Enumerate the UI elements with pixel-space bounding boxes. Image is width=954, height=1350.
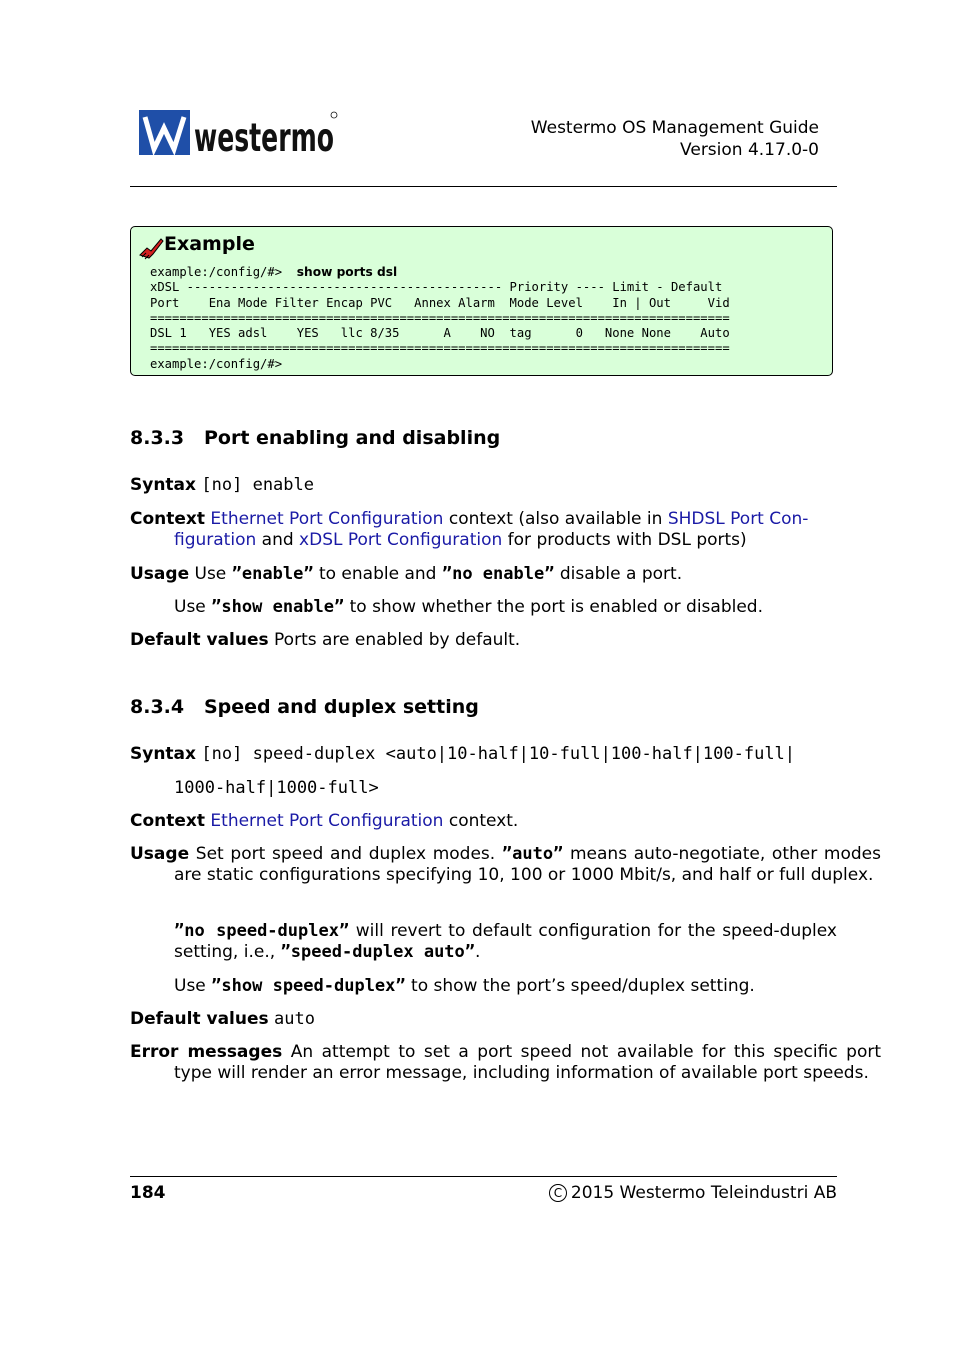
default-values-entry xyxy=(130,1009,837,1030)
guide-title: Westermo OS Management Guide xyxy=(530,118,819,138)
command-no-enable: ”no enable” xyxy=(441,564,555,584)
command-show-enable: ”show enable” xyxy=(211,597,345,617)
section-heading-8-3-3 xyxy=(130,427,500,449)
usage-text: disable a port. xyxy=(554,564,683,584)
svg-text:westermo: westermo xyxy=(194,116,334,161)
link-shdsl-port-configuration[interactable]: SHDSL Port Con- xyxy=(667,509,809,529)
syntax-entry xyxy=(130,475,837,496)
code-line: DSL 1 YES adsl YES llc 8/35 A NO tag 0 None None Auto xyxy=(150,326,730,341)
usage-paragraph xyxy=(174,921,837,963)
syntax-value: [no] speed-duplex <auto|10-half|10-full|100-half|100-full| xyxy=(201,744,796,764)
code-line: xDSL ------------------------------------------- Priority ---- Limit - Default xyxy=(150,280,723,295)
context-label: Context xyxy=(130,811,206,831)
usage-text: Use xyxy=(174,976,212,996)
command-enable: ”enable” xyxy=(231,564,314,584)
usage-text: Use xyxy=(174,597,212,617)
footer-rule xyxy=(130,1176,837,1177)
code-line: =============================================================================== xyxy=(150,310,730,325)
header-rule xyxy=(130,186,837,187)
example-title: Example xyxy=(164,233,255,255)
context-label: Context xyxy=(130,509,206,529)
link-ethernet-port-configuration[interactable]: Ethernet Port Configuration xyxy=(210,811,444,831)
code-line: Port Ena Mode Filter Encap PVC Annex Alarm Mode Level In | Out Vid xyxy=(150,295,730,310)
hand-pointing-icon xyxy=(137,233,165,261)
link-shdsl-port-configuration-cont[interactable]: figuration xyxy=(174,530,257,550)
usage-text: means auto-negotiate, other modes are static configurations specifying 10, 100 or 1000 Mbit/s, and half or full duplex. xyxy=(174,844,881,885)
usage-label: Usage xyxy=(130,844,190,864)
error-messages-entry xyxy=(130,1042,881,1084)
copyright-icon: C xyxy=(549,1184,567,1202)
code-prompt: example:/config/#> xyxy=(150,265,283,279)
command-speed-duplex-auto: ”speed-duplex auto” xyxy=(280,942,476,962)
context-text: and xyxy=(256,530,300,550)
syntax-label: Syntax xyxy=(130,744,196,764)
context-text: context. xyxy=(443,811,519,831)
command-show-speed-duplex: ”show speed-duplex” xyxy=(211,976,406,996)
link-xdsl-port-configuration[interactable]: xDSL Port Configuration xyxy=(299,530,503,550)
section-heading-8-3-4 xyxy=(130,696,479,718)
default-values-entry xyxy=(130,630,837,651)
code-prompt: example:/config/#> xyxy=(150,356,283,371)
page-number: 184 xyxy=(130,1183,166,1203)
usage-text: Set port speed and duplex modes. xyxy=(189,844,502,864)
default-values-label: Default values xyxy=(130,630,269,650)
example-box xyxy=(130,226,833,376)
default-values-label: Default values xyxy=(130,1009,269,1029)
usage-entry xyxy=(130,564,837,585)
example-code xyxy=(150,265,730,372)
syntax-value: [no] enable xyxy=(201,475,314,495)
syntax-value-continued: 1000-half|1000-full> xyxy=(174,778,379,798)
usage-text: . xyxy=(475,942,481,962)
usage-entry xyxy=(130,844,881,886)
section-title: Speed and duplex setting xyxy=(204,696,479,718)
syntax-label: Syntax xyxy=(130,475,196,495)
section-title: Port enabling and disabling xyxy=(204,427,501,449)
usage-paragraph xyxy=(174,597,837,618)
context-entry xyxy=(130,509,837,551)
usage-text: Use xyxy=(189,564,232,584)
context-text: context (also available in xyxy=(443,509,668,529)
guide-version: Version 4.17.0-0 xyxy=(680,140,819,160)
error-messages-label: Error messages xyxy=(130,1042,283,1062)
section-number: 8.3.4 xyxy=(130,696,185,718)
code-line: =============================================================================== xyxy=(150,341,730,356)
context-text: for products with DSL ports) xyxy=(502,530,747,550)
section-number: 8.3.3 xyxy=(130,427,185,449)
error-messages-text: An attempt to set a port speed not available for this specific port type will render an error message, including information of available port speeds. xyxy=(174,1042,882,1083)
command-no-speed-duplex: ”no speed-duplex” xyxy=(174,921,350,941)
default-values-value: auto xyxy=(274,1009,315,1029)
document-header xyxy=(531,117,819,161)
usage-paragraph xyxy=(174,976,837,997)
usage-text: to show the port’s speed/duplex setting. xyxy=(405,976,755,996)
usage-text: will revert to default configuration for the speed-duplex setting, i.e., xyxy=(174,921,837,962)
command-auto: ”auto” xyxy=(501,844,564,864)
westermo-logo xyxy=(138,108,343,161)
context-entry xyxy=(130,811,837,832)
copyright-text: 2015 Westermo Teleindustri AB xyxy=(570,1183,837,1203)
syntax-entry xyxy=(130,744,837,765)
default-values-text: Ports are enabled by default. xyxy=(268,630,521,650)
link-ethernet-port-configuration[interactable]: Ethernet Port Configuration xyxy=(210,509,444,529)
usage-text: to show whether the port is enabled or disabled. xyxy=(344,597,763,617)
usage-label: Usage xyxy=(130,564,190,584)
usage-text: to enable and xyxy=(313,564,442,584)
copyright-notice xyxy=(549,1183,837,1203)
code-command: show ports dsl xyxy=(296,265,398,279)
